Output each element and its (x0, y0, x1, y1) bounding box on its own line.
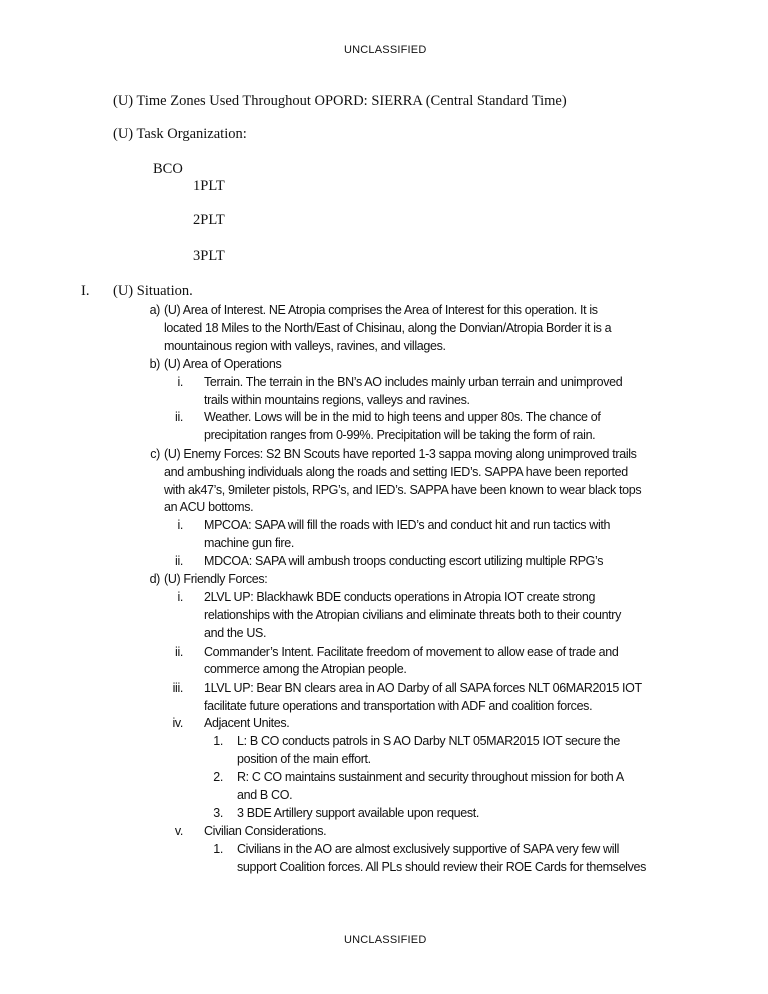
task-org-title: (U) Task Organization: (113, 126, 247, 142)
num-label: 1. (213, 842, 223, 856)
sub-label: iii. (172, 681, 183, 695)
one-level-up-line: 1LVL UP: Bear BN clears area in AO Darby of all SAPA forces NLT 06MAR2015 IOT (204, 681, 642, 695)
para-c-line: (U) Enemy Forces: S2 BN Scouts have reported 1-3 sappa moving along unimproved trails (164, 447, 637, 461)
adjacent-units-title: Adjacent Unites. (204, 716, 290, 730)
sub-label: iv. (172, 716, 183, 730)
sub-label: ii. (175, 554, 183, 568)
para-d-title: (U) Friendly Forces: (164, 572, 268, 586)
adjacent-line: R: C CO maintains sustainment and security throughout mission for both A (237, 770, 624, 784)
footer-classification: UNCLASSIFIED (344, 934, 427, 946)
mpcoa-line: MPCOA: SAPA will fill the roads with IED’s and conduct hit and run tactics with (204, 518, 611, 532)
weather-line: Weather. Lows will be in the mid to high teens and upper 80s. The chance of (204, 410, 601, 424)
para-c-line: and ambushing individuals along the roads and setting IED’s. SAPPA have been reported (164, 465, 628, 479)
section-numeral: I. (81, 283, 90, 299)
commander-intent-line: commerce among the Atropian people. (204, 662, 407, 676)
mdcoa-line: MDCOA: SAPA will ambush troops conducting escort utilizing multiple RPG’s (204, 554, 604, 568)
adjacent-line: and B CO. (237, 788, 293, 802)
sub-label: ii. (175, 645, 183, 659)
sub-label: i. (177, 590, 183, 604)
section-title: (U) Situation. (113, 283, 193, 299)
sub-label: v. (174, 824, 183, 838)
weather-line: precipitation ranges from 0-99%. Precipitation will be taking the form of rain. (204, 428, 596, 442)
para-a-line: mountainous region with valleys, ravines, and villages. (164, 339, 446, 353)
para-c-line: with ak47’s, 9mileter pistols, RPG’s, and IED’s. SAPPA have been known to wear black tops (164, 483, 642, 497)
sub-label: ii. (175, 410, 183, 424)
time-zones-line: (U) Time Zones Used Throughout OPORD: SIERRA (Central Standard Time) (113, 93, 567, 109)
para-label: d) (149, 572, 160, 586)
one-level-up-line: facilitate future operations and transportation with ADF and coalition forces. (204, 699, 593, 713)
task-org-hq: BCO (153, 161, 183, 177)
sub-label: i. (177, 518, 183, 532)
task-org-unit: 3PLT (193, 248, 225, 264)
num-label: 2. (213, 770, 223, 784)
num-label: 3. (213, 806, 223, 820)
two-level-up-line: 2LVL UP: Blackhawk BDE conducts operations in Atropia IOT create strong (204, 590, 596, 604)
task-org-unit: 1PLT (193, 178, 225, 194)
civilian-title: Civilian Considerations. (204, 824, 327, 838)
para-c-line: an ACU bottoms. (164, 500, 254, 514)
civilian-line: support Coalition forces. All PLs should review their ROE Cards for themselves (237, 860, 646, 874)
terrain-line: Terrain. The terrain in the BN’s AO includes mainly urban terrain and unimproved (204, 375, 623, 389)
terrain-line: trails within mountains regions, valleys and ravines. (204, 393, 470, 407)
para-label: a) (149, 303, 160, 317)
task-org-unit: 2PLT (193, 212, 225, 228)
num-label: 1. (213, 734, 223, 748)
para-label: c) (150, 447, 160, 461)
para-b-title: (U) Area of Operations (164, 357, 282, 371)
para-a-line: located 18 Miles to the North/East of Chisinau, along the Donvian/Atropia Border it is a (164, 321, 612, 335)
header-classification: UNCLASSIFIED (344, 44, 427, 56)
mpcoa-line: machine gun fire. (204, 536, 294, 550)
adjacent-line: position of the main effort. (237, 752, 371, 766)
adjacent-line: 3 BDE Artillery support available upon request. (237, 806, 480, 820)
para-a-line: (U) Area of Interest. NE Atropia comprises the Area of Interest for this operation. It is (164, 303, 598, 317)
civilian-line: Civilians in the AO are almost exclusively supportive of SAPA very few will (237, 842, 620, 856)
sub-label: i. (177, 375, 183, 389)
adjacent-line: L: B CO conducts patrols in S AO Darby NLT 05MAR2015 IOT secure the (237, 734, 620, 748)
commander-intent-line: Commander’s Intent. Facilitate freedom of movement to allow ease of trade and (204, 645, 619, 659)
two-level-up-line: and the US. (204, 626, 267, 640)
two-level-up-line: relationships with the Atropian civilians and eliminate threats both to their country (204, 608, 622, 622)
para-label: b) (149, 357, 160, 371)
